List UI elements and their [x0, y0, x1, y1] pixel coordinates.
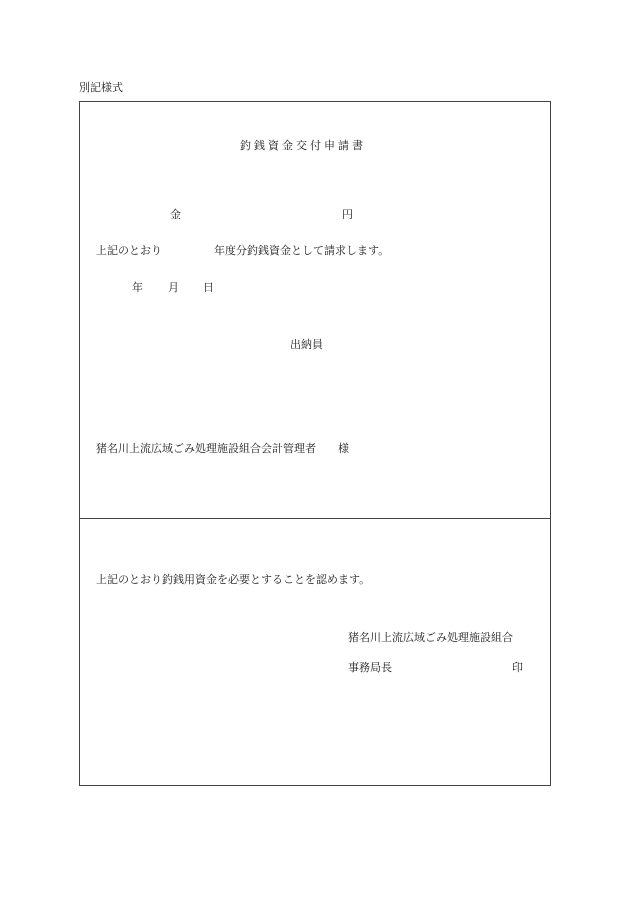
cashier-label: 出納員	[290, 338, 323, 351]
request-prefix: 上記のとおり	[96, 244, 162, 257]
date-year-label: 年	[132, 281, 143, 294]
date-day-label: 日	[203, 281, 214, 294]
director-label: 事務局長	[348, 661, 392, 674]
date-month-label: 月	[168, 281, 179, 294]
organization-name: 猪名川上流広域ごみ処理施設組合	[348, 631, 513, 644]
approval-text: 上記のとおり釣銭用資金を必要とすることを認めます。	[96, 573, 371, 586]
amount-label: 金	[170, 208, 181, 221]
seal-label: 印	[512, 661, 523, 674]
section-divider	[79, 518, 551, 519]
document-title: 釣銭資金交付申請書	[240, 139, 366, 152]
yen-label: 円	[342, 208, 353, 221]
addressee-line: 猪名川上流広域ごみ処理施設組合会計管理者 様	[96, 442, 349, 455]
form-label: 別記様式	[79, 81, 123, 94]
request-suffix: 年度分釣銭資金として請求します。	[214, 244, 390, 257]
